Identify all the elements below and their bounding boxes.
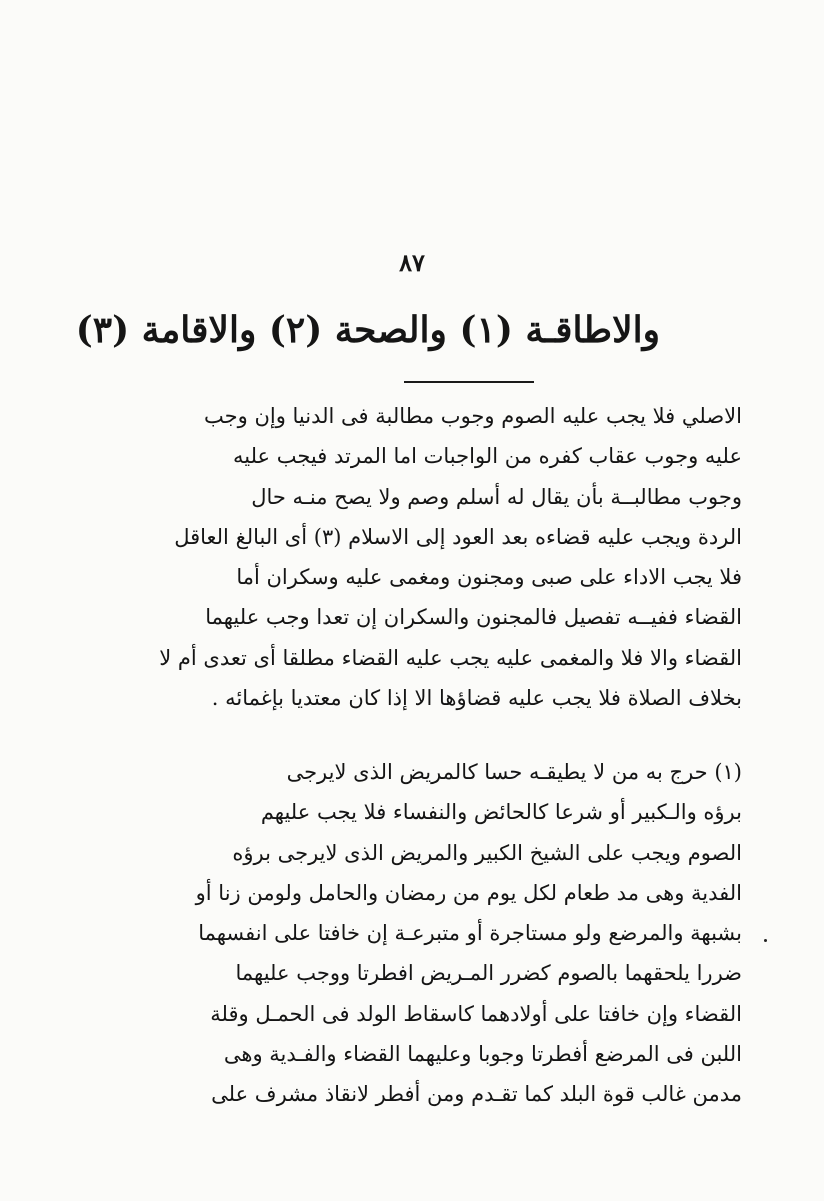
main-line-8: بخلاف الصلاة فلا يجب عليه قضاؤها الا إذا كان معتديا بإغمائه . [211, 686, 742, 711]
main-line-2: عليه وجوب عقاب كفره من الواجبات اما المرتد فيجب عليه [232, 444, 742, 469]
ink-speck [764, 939, 767, 942]
footnote-line-1: (١) حرج به من لا يطيقـه حسا كالمريض الذى لايرجى [286, 760, 742, 784]
footnote-line-5: بشبهة والمرضع ولو مستاجرة أو متبرعـة إن خافتا على انفسهما [198, 921, 742, 946]
main-line-1: الاصلي فلا يجب عليه الصوم وجوب مطالبة فى الدنيا وإن وجب [204, 404, 742, 428]
footnotes-text [92, 752, 742, 1115]
main-line-6: القضاء ففيــه تفصيل فالمجنون والسكران إن تعدا وجب عليهما [205, 605, 742, 630]
footnote-line-4: الفدية وهى مد طعام لكل يوم من رمضان والحامل ولومن زنا أو [195, 880, 742, 905]
main-line-7: القضاء والا فلا والمغمى عليه يجب عليه القضاء مطلقا أى تعدى أم لا [159, 645, 742, 670]
footnote-line-8: اللبن فى المرضع أفطرتا وجوبا وعليهما القضاء والفـدية وهى [223, 1042, 742, 1067]
heading-divider [404, 381, 534, 383]
footnote-line-3: الصوم ويجب على الشيخ الكبير والمريض الذى لايرجى برؤه [232, 840, 742, 865]
main-line-5: فلا يجب الاداء على صبى ومجنون ومغمى عليه وسكران أما [236, 565, 742, 590]
page-number: ٨٧ [399, 248, 425, 277]
main-body-text [92, 396, 742, 718]
footnote-line-6: ضررا يلحقهما بالصوم كضرر المـريض افطرتا ووجب عليهما [235, 961, 742, 986]
footnote-line-2: برؤه والـكبير أو شرعا كالحائض والنفساء فلا يجب عليهم [260, 800, 742, 825]
section-heading: والاطاقـة (١) والصحة (٢) والاقامة (٣) [75, 309, 660, 351]
main-line-3: وجوب مطالبــة بأن يقال له أسلم وصم ولا يصح منـه حال [251, 484, 742, 509]
main-line-4: الردة ويجب عليه قضاءه بعد العود إلى الاسلام (٣) أى البالغ العاقل [174, 524, 742, 549]
footnote-line-7: القضاء وإن خافتا على أولادهما كاسقاط الولد فى الحمـل وقلة [210, 1001, 742, 1026]
footnote-line-9: مدمن غالب قوة البلد كما تقـدم ومن أفطر لانقاذ مشرف على [211, 1082, 742, 1107]
